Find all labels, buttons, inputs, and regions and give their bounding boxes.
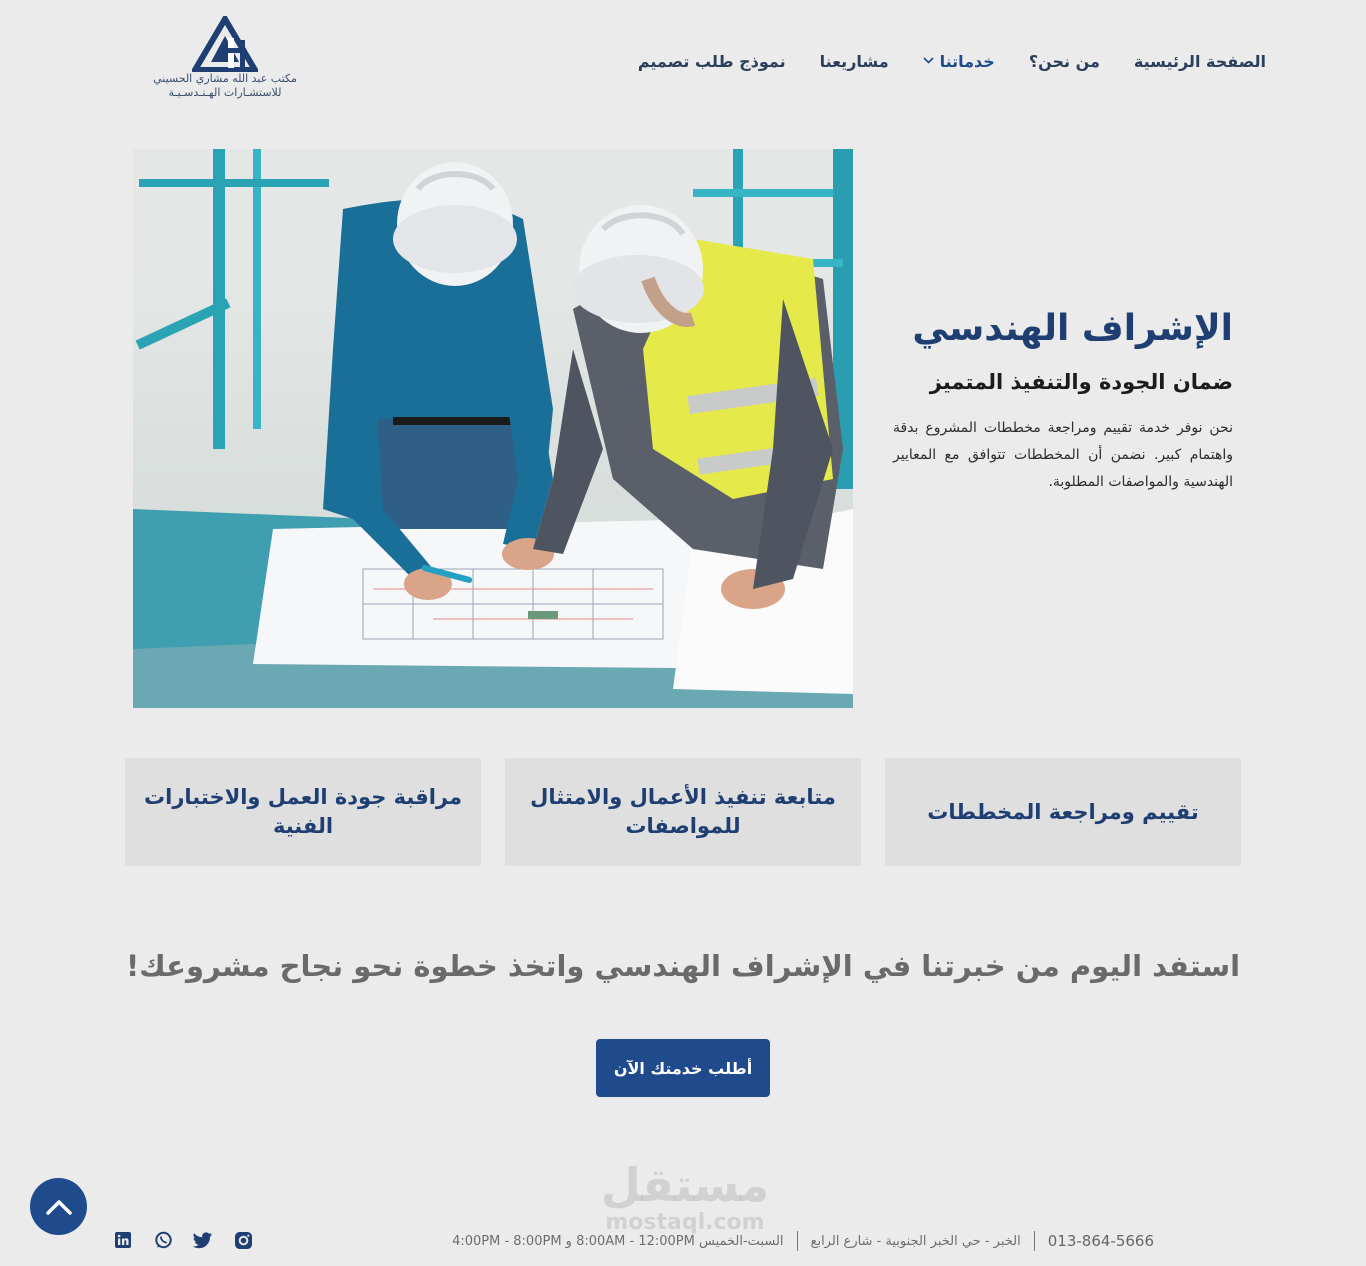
service-card-label: متابعة تنفيذ الأعمال والامتثال للمواصفات	[530, 785, 836, 838]
service-card	[505, 758, 861, 866]
watermark-url: mostaql.com	[605, 1210, 765, 1235]
footer-phone[interactable]: 013-864-5666	[1047, 1232, 1154, 1250]
footer-contact-info	[452, 1229, 1154, 1253]
service-card	[885, 758, 1241, 866]
service-card-label: تقييم ومراجعة المخططات	[927, 799, 1199, 824]
nav-about-label: من نحن؟	[1028, 52, 1100, 71]
nav-design-request[interactable]	[638, 52, 786, 71]
nav-services[interactable]	[923, 52, 995, 71]
service-card	[125, 758, 481, 866]
service-card-label: مراقبة جودة العمل والاختبارات الفنية	[144, 785, 462, 838]
twitter-icon[interactable]	[193, 1230, 213, 1250]
nav-projects[interactable]	[820, 52, 889, 71]
site-header	[0, 0, 1366, 130]
footer-address: الخبر - حي الخبر الجنوبية - شارع الرابع	[810, 1233, 1021, 1249]
logo-mark-icon	[192, 16, 258, 72]
main-nav	[638, 52, 1266, 71]
hero-text	[893, 305, 1233, 496]
social-links	[113, 1230, 253, 1250]
instagram-icon[interactable]	[233, 1230, 253, 1250]
request-service-button[interactable]: أطلب خدمتك الآن	[596, 1039, 770, 1097]
service-cards	[125, 758, 1241, 866]
cta-heading: استفد اليوم من خبرتنا في الإشراف الهندسي واتخذ خطوة نحو نجاح مشروعك!	[125, 949, 1241, 983]
back-to-top-button[interactable]	[30, 1178, 87, 1235]
chevron-up-icon	[46, 1199, 72, 1215]
hero-image	[133, 149, 853, 708]
footer-divider	[797, 1231, 798, 1251]
logo-tagline: للاستشـارات الهـنـدسـيـة	[168, 86, 282, 99]
footer-hours: السبت-الخميس 8:00AM - 12:00PM و 4:00PM - 8:00PM	[452, 1233, 784, 1249]
site-logo[interactable]	[142, 16, 308, 116]
logo-name: مكتب عبد الله مشاري الحسيني	[153, 72, 297, 85]
nav-services-label: خدماتنا	[939, 52, 995, 71]
watermark	[590, 1158, 780, 1234]
hero-description: نحن نوفر خدمة تقييم ومراجعة مخططات المشروع بدقة واهتمام كبير. نضمن أن المخططات تتوافق مع المعايير الهندسية والمواصفات المطلوبة.	[893, 420, 1233, 490]
nav-design-request-label: نموذج طلب تصميم	[637, 52, 786, 71]
watermark-logo: مستقل	[600, 1158, 770, 1212]
whatsapp-icon[interactable]	[153, 1230, 173, 1250]
nav-home-label: الصفحة الرئيسية	[1133, 52, 1266, 71]
engineers-reviewing-blueprint-illustration	[133, 149, 853, 708]
nav-projects-label: مشاريعنا	[819, 52, 889, 71]
linkedin-icon[interactable]	[113, 1230, 133, 1250]
hero-subtitle: ضمان الجودة والتنفيذ المتميز	[929, 370, 1233, 394]
footer-divider	[1034, 1231, 1035, 1251]
nav-home[interactable]	[1134, 52, 1266, 71]
hero-title: الإشراف الهندسي	[912, 308, 1233, 349]
nav-about[interactable]	[1029, 52, 1100, 71]
chevron-down-icon	[923, 56, 934, 67]
